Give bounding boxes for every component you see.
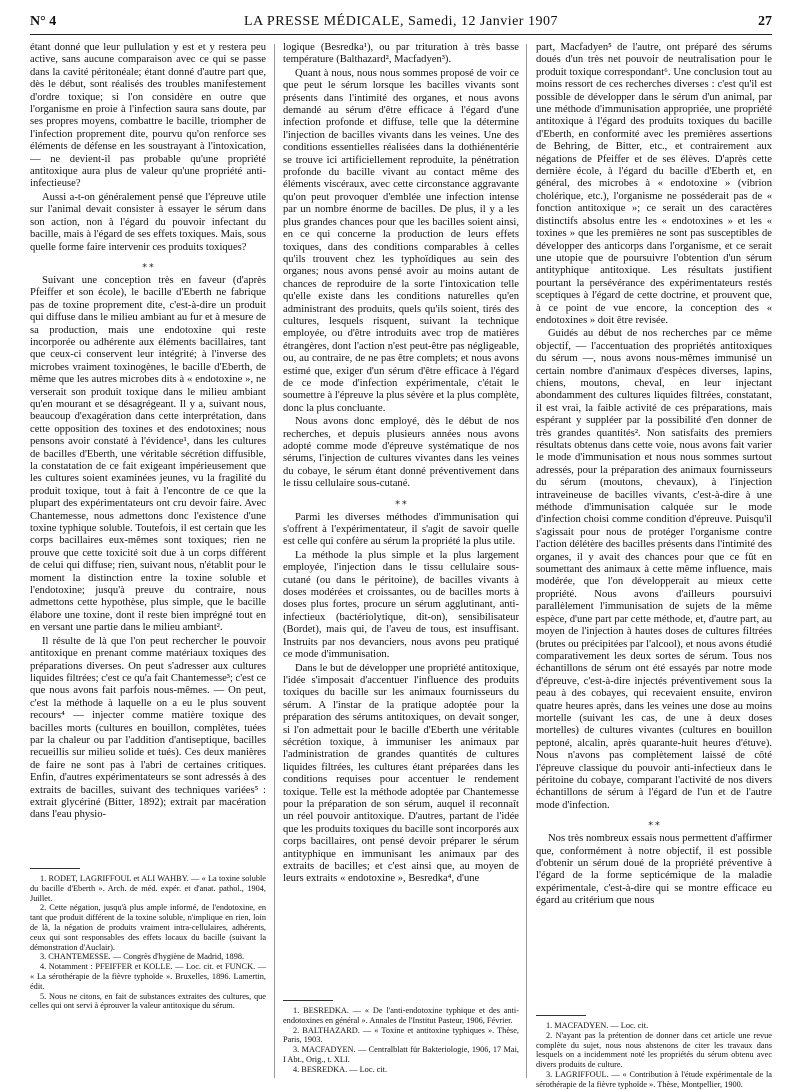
header-rule (30, 34, 772, 35)
column-divider (274, 44, 275, 1078)
footnote: 2. Cette négation, jusqu'à plus ample informé, de l'endotoxine, en tant que produit différent de la toxine soluble, n'implique en rien, loin de là, la négation de produits vraiment intra-cellulaires, adhérents, ceux qui sont responsables des effets locaux du bacille (suivant la démonstration d'Auclair). (30, 903, 266, 952)
paragraph: Nos très nombreux essais nous permettent d'affirmer que, conformément à notre objectif, il est possible d'obtenir un sérum doué de la propriété préventive à l'égard de la forme septicémique de la maladie expérimentale, c'est-à-dire qui se montre efficace eu égard au critérium que nous (536, 833, 772, 907)
footnotes-column-3 (536, 1015, 772, 1090)
section-separator: ⁎ ⁎ (648, 817, 660, 828)
column-divider (526, 44, 527, 1078)
journal-title: LA PRESSE MÉDICALE, Samedi, 12 Janvier 1907 (244, 14, 558, 29)
footnote-rule (30, 868, 80, 869)
paragraph: Suivant une conception très en faveur (d'après Pfeiffer et son école), le bacille d'Eberth ne fabrique pas de toxine proprement dite, c'est-à-dire un produit qui diffuse dans le milieu ambiant au fur et à mesure de sa production, mais une endotoxine qui reste incorporée ou adhérente aux éléments bacillaires, tant que ceux-ci conservent leur intégrité; à l'inverse des microbes vraiment toxinogènes, le bacille d'Eberth, de même que les autres microbes dits à « endotoxine », ne verserait son produit toxique dans le milieu ambiant qu'en mourant et se désagrégeant. Il y a, suivant nous, beaucoup d'exagération dans cette interprétation, dans cette opposition des toxines et des endotoxines; nous pensons avoir constaté à l'évidence¹, dans les cultures de bacilles d'Eberth, une véritable sécrétion diffusible, la constatation de ce fait exigeant impérieusement que les cultures soient examinées jeunes, vu la fragilité du produit toxique, tout à fait à l'encontre de ce que la plupart des expérimentateurs ont cru devoir faire. Avec Chantemesse, nous admettons donc l'existence d'une toxine typhique soluble. Toutefois, il est certain que les corps bacillaires eux-mêmes sont toxiques; rien ne prouve que cette toxicité soit due à un corps différent de celui qui diffuse; rien, suivant nous, n'établit pour le moment la distinction entre la toxine soluble et l'endotoxine; jusqu'à preuve du contraire, nous admettons cette hypothèse, plus simple, que le bacille élabore une toxine, dont il reste bien imprégné tout en en versant une partie dans le milieu ambiant². (30, 274, 266, 634)
column-3 (536, 42, 772, 909)
section-separator: ⁎ ⁎ (395, 495, 407, 506)
column-1 (30, 42, 266, 823)
paragraph: Parmi les diverses méthodes d'immunisation qui s'offrent à l'expérimentateur, il s'agit de savoir quelle est celle qui confère au sérum la propriété la plus utile. (283, 511, 519, 548)
footnote: 1. MACFADYEN. — Loc. cit. (546, 1021, 649, 1030)
footnotes-column-1 (30, 868, 266, 1011)
footnote: 1. RODET, LAGRIFFOUL et ALI WAHBY. — « La toxine soluble du bacille d'Eberth ». Arch. de méd. expér. et d'anat. pathol., 1904, Juillet. (30, 874, 266, 903)
footnote: 2. BALTHAZARD. — « Toxine et antitoxine typhiques ». Thèse, Paris, 1903. (283, 1025, 519, 1045)
section-separator: ⁎ ⁎ (142, 258, 154, 269)
footnote: 5. Nous ne citons, en fait de substances extraites des cultures, que celles qui ont servi à éprouver la valeur antitoxique du sérum. (30, 991, 266, 1011)
footnote: 2. N'ayant pas la prétention de donner dans cet article une revue complète du sujet, nous nous abstenons de citer les travaux dans lesquels on a incidemment noté les propriétés du sérum obtenu avec divers produits de culture. (536, 1030, 772, 1070)
footnote: 3. LAGRIFFOUL. — « Contribution à l'étude expérimentale de la sérothérapie de la fièvre typhoïde ». Thèse, Montpellier, 1900. (536, 1069, 772, 1089)
paragraph: Aussi a-t-on généralement pensé que l'épreuve utile sur l'animal devait consister à essayer le sérum dans son action, non à l'égard du pouvoir infectant du bacille, mais à l'égard de ses effets toxiques. Mais, sous quelle forme faire intervenir ces produits toxiques? (30, 191, 266, 253)
paragraph: Dans le but de développer une propriété antitoxique, l'idée s'imposait d'accentuer l'influence des produits toxiques du bacille sur les animaux fournisseurs du sérum. A l'instar de la pratique adoptée pour la préparation des sérums antitoxiques, on devait songer, si l'on admettait pour le bacille d'Eberth une véritable sécrétion toxique, à immuniser les animaux par l'administration de grandes quantités de cultures liquides filtrées, les cultures étant préparées dans les conditions requises pour accentuer le rendement toxique. Telle est la méthode adoptée par Chantemesse pour la préparation de son sérum, auquel il reconnaît un réel pouvoir antitoxique. D'autres, partant de l'idée que les produits toxiques du bacille sont incorporés aux corps bacillaires, ont pensé devoir préparer le sérum antityphique en immunisant les animaux par des extraits de bacilles; et c'est ainsi que, au moyen de leurs extraits « endotoxine », Besredka⁴, d'une (283, 662, 519, 885)
footnote: 3. MACFADYEN. — Centralblatt für Bakteriologie, 1906, 17 Mai, I Abt., Orig., t. XLI. (283, 1045, 519, 1064)
page-header (30, 10, 772, 36)
paragraph: étant donné que leur pullulation y est et y restera peu active, sans aucune comparaison avec ce qui se passe dans la cavité péritonéale; étant donné d'autre part que, dès le début, sont réalisés des troubles manifestement d'ordre toxique; si l'on considère en outre que l'organisme en proie à l'infection saura sans doute, par ses propres moyens, combattre le bacille, triompher de l'infection proprement dite, pourvu qu'on renforce ses éléments de défense en les soustrayant à l'intoxication, — ne devient-il pas probable qu'une propriété antitoxique aura plus de valeur qu'une propriété anti-infectieuse? (30, 42, 266, 190)
column-2 (283, 42, 519, 887)
paragraph: Nous avons donc employé, dès le début de nos recherches, et depuis plusieurs années nous avons adopté comme mode d'épreuve systématique de nos sérums, l'injection de cultures vivantes dans les veines du cobaye, le sérum étant donné préventivement dans le tissu cellulaire sous-cutané. (283, 416, 519, 490)
paragraph: logique (Besredka¹), ou par trituration à très basse température (Balthazard², Macfadyen³). (283, 42, 519, 66)
paragraph: La méthode la plus simple et la plus largement employée, l'injection dans le tissu cellulaire sous-cutané (ou dans le péritoine), de bacilles vivants à doses modérées et croissantes, ou de bacilles morts à doses plus fortes, procure un sérum agglutinant, anti-infectieux (bactériolytique, dit-on), sensibilisateur (Bordet), mais qui, de l'aveu de tous, est insuffisant. Instruits par nos devanciers, nous avons peu pratiqué ce mode d'immunisation. (283, 549, 519, 661)
paragraph: Guidés au début de nos recherches par ce même objectif, — l'accentuation des propriétés antitoxiques du sérum —, nous avons nous-mêmes immunisé un certain nombre d'animaux d'espèces diverses, lapins, chiens, moutons, cheval, en leur injectant abondamment des cultures liquides filtrées, constatant, il est vrai, la faible activité de ces préparations, mais espérant y suppléer par la possibilité d'en donner de très grandes quantités². Non satisfaits des premiers résultats obtenus dans cette voie, nous avons fait varier le mode d'immunisation et nous nous sommes surtout adressés, pour la préparation des animaux fournisseurs du sérum (moutons, chevaux), à l'injection intraveineuse de bacilles vivants, c'est-à-dire à une méthode d'immunisation calquée sur le mode d'infection choisi comme condition d'épreuve. Puisqu'il s'agissait pour nous de protéger l'organisme contre l'action délétère des bacilles présents dans l'intimité des organes, il y avait des chances pour que ce fût en soumettant des animaux à cette même influence, mais modérée, que l'on développerait au mieux cette propriété. Nous avons d'ailleurs poursuivi parallèlement l'immunisation de sujets de la même espèce, d'une part par cette méthode, et, d'autre part, au moyen de l'injection à hautes doses de cultures filtrées (brutes ou précipitées par l'alcool), et nous avons étudié comparativement les deux sortes de sérum. Tous nos échantillons de sérum ont été essayés par notre mode d'épreuve, c'est-à-dire injectés préventivement sous la peau à des cobayes, qui recevaient ensuite, environ quatre heures après, dans les veines une dose au moins mortelle (suivant les cas, de une à deux doses mortelles) de cultures vivantes (cultures en bouillon peptoné, alcalin, après quarante-huit heures d'étuve). Nous n'avons pas complètement laissé de côté l'épreuve classique du pouvoir anti-infectieux dans le péritoine du cobaye, comparant l'activité de nos divers échantillons de sérum à l'égard de l'un et de l'autre mode d'infection. (536, 328, 772, 811)
footnote: 3. CHANTEMESSE. — Congrès d'hygiène de Madrid, 1898. (40, 952, 245, 962)
paragraph: Il résulte de là que l'on peut rechercher le pouvoir antitoxique en prenant comme matériaux toxiques des préparations diverses. On peut s'adresser aux cultures liquides filtrées; c'est ce qu'a fait Chantemesse³; c'est ce que nous avons fait parfois nous-mêmes. — On peut, c'est la méthode à laquelle on a eu le plus souvent recours⁴ — injecter comme matière toxique des bacilles morts (cultures en bouillon, complètes, tuées par la chaleur ou par l'addition d'antiseptique, bacilles recueillis sur milieu solide et tués). Ces deux manières de faire ne sont pas à l'abri de certaines critiques. Enfin, d'autres expérimentateurs se sont adressés à des extraits de bacilles, suivant des techniques variées⁵ : extrait glycériné (Bitter, 1892); extrait par macération dans l'eau physio- (30, 635, 266, 821)
footnote: 4. Notamment : PFEIFFER et KOLLE. — Loc. cit. et FUNCK. — « La sérothérapie de la fièvre typhoïde ». Bruxelles, 1896. Lamertin, édit. (30, 962, 266, 991)
footnote-rule (536, 1015, 586, 1016)
footnotes-column-2 (283, 1000, 519, 1075)
issue-number: N° 4 (30, 14, 57, 29)
paragraph: Quant à nous, nous nous sommes proposé de voir ce que peut le sérum lorsque les bacilles vivants sont présents dans l'intimité des organes, et nous avons demandé au sérum d'être efficace à l'égard d'une infection profonde et diffuse, telle que la détermine l'injection de bacilles vivants dans les veines. Une des conditions essentielles réalisées dans la dothiénentérie se trouve ici artificiellement reproduite, la pénétration profonde du bacille vivant au contact même des éléments viscéraux, avec cette circonstance aggravante qu'on peut provoquer d'emblée une infection intense par un nombre énorme de bacilles. De plus, il y a les plus grandes chances pour que les bacilles soient ainsi, en ce qui concerne la production de leurs effets toxiques, dans des conditions comparables à celles qu'ils trouvent chez les typhoïdiques au sein des organes; nous avons pensé avoir au moins autant de chances de reproduire de la sorte l'intoxication telle qu'elle existe dans les conditions naturelles qu'en administrant des produits, quels qu'ils soient, tirés des cultures, lesquels risquent, suivant la technique employée, ou d'être introduits avec trop de matières étrangères, dont l'action n'est peut-être pas négligeable, ou, au contraire, de ne pas être complets; et nous avons estimé que, exiger d'un sérum d'être efficace à l'égard de ce mode d'infection expérimentale, c'était le soumettre à l'épreuve la plus sévère et la plus complète, donc la plus concluante. (283, 67, 519, 414)
footnote: 4. BESREDKA. — Loc. cit. (293, 1064, 388, 1074)
footnote: 1. BESREDKA. — « De l'anti-endotoxine typhique et des anti-endotoxines en général ». Annales de l'Institut Pasteur, 1906, Février. (283, 1006, 519, 1025)
footnote-rule (283, 1000, 333, 1001)
page-number: 27 (758, 14, 772, 29)
paragraph: part, Macfadyen⁵ de l'autre, ont préparé des sérums doués d'un très net pouvoir de neutralisation pour le produit toxique correspondant⁶. Une conclusion tout au moins ressort de ces recherches diverses : c'est qu'il est possible de développer dans le sérum d'un animal, par une méthode d'immunisation appropriée, une propriété antitoxique à l'égard des produits toxiques du bacille d'Eberth, en conformité avec les premières assertions de Behring, de Bitter, etc., et contrairement aux négations de Pfeiffer et de ses élèves. D'après cette dernière école, à l'égard du bacille d'Eberth et, en général, des microbes à « endotoxine » (vibrion cholérique, etc.), l'organisme ne posséderait pas de « fonction antitoxique »; ce serait un des caractères distinctifs absolus entre les « endotoxines » et les « toxines » que les premières ne sont pas susceptibles de développer des anticorps dans l'organisme, et ce serait une utopie que de poursuivre l'obtention d'un sérum antityphique antitoxique. Les résultats justifient pourtant la persévérance des expérimentateurs restés sceptiques à l'égard de cette doctrine, et prouvent que, à ce point de vue encore, la conception des « endotoxines » doit être revisée. (536, 42, 772, 326)
